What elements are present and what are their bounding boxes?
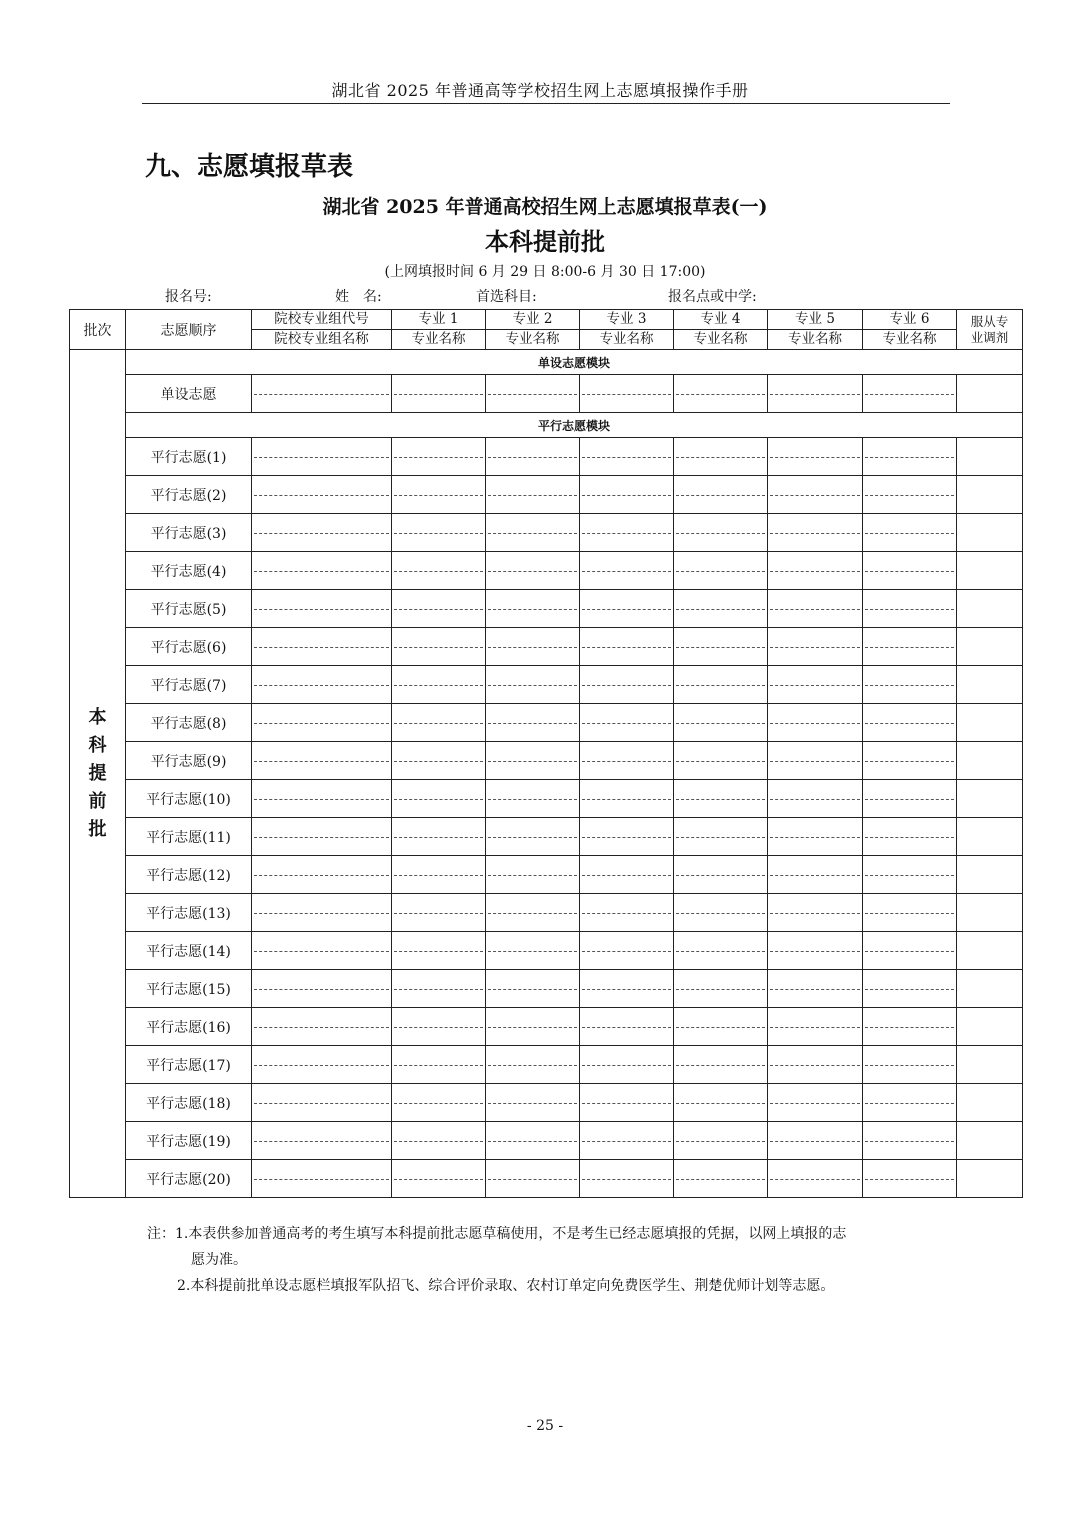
parallel-group-field[interactable] [252, 1084, 392, 1122]
parallel-major-5-field[interactable] [768, 780, 863, 818]
parallel-choice-row [70, 780, 1023, 818]
parallel-choice-row [70, 742, 1023, 780]
parallel-major-4-field[interactable] [674, 514, 768, 552]
parallel-choice-row [70, 1122, 1023, 1160]
parallel-major-4-field[interactable] [674, 818, 768, 856]
parallel-choice-row [70, 476, 1023, 514]
name-label: 姓 名: [335, 289, 382, 305]
batch-char: 科 [88, 734, 107, 756]
header-rule [142, 103, 950, 104]
parallel-group-field[interactable] [252, 1046, 392, 1084]
batch-char: 前 [88, 790, 107, 812]
parallel-major-4-field[interactable] [674, 666, 768, 704]
col-major-1-header [392, 310, 486, 350]
parallel-major-1-field[interactable] [392, 514, 486, 552]
parallel-major-6-field[interactable] [863, 970, 957, 1008]
parallel-major-3-field[interactable] [580, 552, 674, 590]
parallel-adjust-field[interactable] [957, 552, 1023, 590]
parallel-major-5-field[interactable] [768, 1008, 863, 1046]
adjust-label-line2: 业调剂 [970, 329, 1009, 345]
parallel-group-field[interactable] [252, 856, 392, 894]
parallel-choice-label: 平行志愿(6) [126, 628, 252, 666]
parallel-choice-row [70, 1046, 1023, 1084]
parallel-major-5-field[interactable] [768, 818, 863, 856]
batch-name-cell [70, 350, 126, 1198]
parallel-major-2-field[interactable] [486, 1046, 580, 1084]
parallel-choice-label: 平行志愿(1) [126, 438, 252, 476]
parallel-major-1-field[interactable] [392, 628, 486, 666]
parallel-group-field[interactable] [252, 970, 392, 1008]
parallel-major-3-field[interactable] [580, 818, 674, 856]
parallel-major-2-field[interactable] [486, 590, 580, 628]
parallel-adjust-field[interactable] [957, 514, 1023, 552]
single-adjust-field[interactable] [957, 375, 1023, 413]
parallel-major-6-field[interactable] [863, 894, 957, 932]
parallel-major-1-field[interactable] [392, 780, 486, 818]
parallel-adjust-field[interactable] [957, 1160, 1023, 1198]
parallel-major-5-field[interactable] [768, 932, 863, 970]
parallel-adjust-field[interactable] [957, 476, 1023, 514]
col-major-6-header [863, 310, 957, 350]
parallel-major-4-field[interactable] [674, 1122, 768, 1160]
parallel-major-4-field[interactable] [674, 590, 768, 628]
parallel-choice-row [70, 856, 1023, 894]
parallel-group-field[interactable] [252, 932, 392, 970]
col-group-code-label: 院校专业组代号 [252, 310, 391, 330]
parallel-choice-label: 平行志愿(12) [126, 856, 252, 894]
parallel-major-3-field[interactable] [580, 1122, 674, 1160]
parallel-major-4-field[interactable] [674, 856, 768, 894]
parallel-major-3-field[interactable] [580, 856, 674, 894]
col-batch-header: 批次 [70, 310, 126, 350]
parallel-major-1-field[interactable] [392, 932, 486, 970]
parallel-major-1-field[interactable] [392, 742, 486, 780]
parallel-major-3-field[interactable] [580, 666, 674, 704]
parallel-major-6-field[interactable] [863, 590, 957, 628]
parallel-major-2-field[interactable] [486, 780, 580, 818]
parallel-major-6-field[interactable] [863, 1160, 957, 1198]
parallel-major-5-field[interactable] [768, 628, 863, 666]
parallel-major-4-field[interactable] [674, 1008, 768, 1046]
parallel-major-2-field[interactable] [486, 1008, 580, 1046]
major-5-label: 专业 5 [768, 310, 862, 330]
parallel-group-field[interactable] [252, 1008, 392, 1046]
major-2-sub-label: 专业名称 [505, 330, 560, 347]
single-major-1-field[interactable] [392, 375, 486, 413]
parallel-group-field[interactable] [252, 1160, 392, 1198]
batch-title: 本科提前批 [485, 228, 605, 256]
note-1-line-1: 注：1.本表供参加普通高考的考生填写本科提前批志愿草稿使用，不是考生已经志愿填报的凭据，以网上填报的志 [147, 1226, 847, 1242]
major-4-sub-label: 专业名称 [693, 330, 748, 347]
parallel-group-field[interactable] [252, 818, 392, 856]
parallel-adjust-field[interactable] [957, 818, 1023, 856]
parallel-major-5-field[interactable] [768, 438, 863, 476]
parallel-major-6-field[interactable] [863, 666, 957, 704]
parallel-major-5-field[interactable] [768, 1122, 863, 1160]
parallel-group-field[interactable] [252, 590, 392, 628]
col-group-name-label: 院校专业组名称 [274, 330, 369, 347]
parallel-group-field[interactable] [252, 476, 392, 514]
single-module-row [70, 350, 1023, 375]
adjust-label-line1: 服从专 [970, 313, 1009, 329]
parallel-adjust-field[interactable] [957, 780, 1023, 818]
parallel-major-6-field[interactable] [863, 476, 957, 514]
parallel-major-5-field[interactable] [768, 704, 863, 742]
parallel-major-6-field[interactable] [863, 704, 957, 742]
parallel-group-field[interactable] [252, 704, 392, 742]
parallel-adjust-field[interactable] [957, 666, 1023, 704]
batch-name-vertical [70, 704, 125, 844]
major-6-label: 专业 6 [863, 310, 956, 330]
parallel-major-2-field[interactable] [486, 438, 580, 476]
major-1-label: 专业 1 [392, 310, 485, 330]
parallel-major-4-field[interactable] [674, 970, 768, 1008]
parallel-major-4-field[interactable] [674, 742, 768, 780]
parallel-major-5-field[interactable] [768, 666, 863, 704]
parallel-module-row [70, 413, 1023, 438]
parallel-major-5-field[interactable] [768, 514, 863, 552]
parallel-major-4-field[interactable] [674, 1046, 768, 1084]
parallel-major-5-field[interactable] [768, 856, 863, 894]
parallel-major-6-field[interactable] [863, 932, 957, 970]
reg-no-label: 报名号: [165, 289, 212, 305]
parallel-adjust-field[interactable] [957, 894, 1023, 932]
parallel-choice-label: 平行志愿(9) [126, 742, 252, 780]
filing-time-note: (上网填报时间 6 月 29 日 8:00-6 月 30 日 17:00) [384, 264, 706, 280]
section-title: 九、志愿填报草表 [145, 152, 354, 182]
single-choice-row [70, 375, 1023, 413]
parallel-major-5-field[interactable] [768, 742, 863, 780]
parallel-major-6-field[interactable] [863, 780, 957, 818]
parallel-major-5-field[interactable] [768, 590, 863, 628]
parallel-major-2-field[interactable] [486, 932, 580, 970]
parallel-choice-label: 平行志愿(20) [126, 1160, 252, 1198]
parallel-major-1-field[interactable] [392, 894, 486, 932]
running-header: 湖北省 2025 年普通高等学校招生网上志愿填报操作手册 [331, 81, 749, 100]
parallel-major-1-field[interactable] [392, 590, 486, 628]
parallel-major-2-field[interactable] [486, 514, 580, 552]
single-choice-label: 单设志愿 [126, 375, 252, 413]
parallel-group-field[interactable] [252, 666, 392, 704]
parallel-choice-label: 平行志愿(18) [126, 1084, 252, 1122]
parallel-group-field[interactable] [252, 552, 392, 590]
parallel-major-5-field[interactable] [768, 476, 863, 514]
parallel-adjust-field[interactable] [957, 1122, 1023, 1160]
parallel-major-2-field[interactable] [486, 666, 580, 704]
col-major-5-header [768, 310, 863, 350]
parallel-adjust-field[interactable] [957, 970, 1023, 1008]
parallel-adjust-field[interactable] [957, 856, 1023, 894]
parallel-major-4-field[interactable] [674, 552, 768, 590]
major-4-label: 专业 4 [674, 310, 767, 330]
major-6-sub-label: 专业名称 [882, 330, 937, 347]
parallel-major-1-field[interactable] [392, 1160, 486, 1198]
parallel-choice-row [70, 552, 1023, 590]
parallel-major-5-field[interactable] [768, 552, 863, 590]
parallel-major-3-field[interactable] [580, 704, 674, 742]
parallel-major-6-field[interactable] [863, 628, 957, 666]
parallel-adjust-field[interactable] [957, 742, 1023, 780]
parallel-group-field[interactable] [252, 628, 392, 666]
parallel-choice-row [70, 1160, 1023, 1198]
parallel-choice-row [70, 932, 1023, 970]
parallel-major-1-field[interactable] [392, 704, 486, 742]
parallel-major-6-field[interactable] [863, 438, 957, 476]
parallel-major-2-field[interactable] [486, 1160, 580, 1198]
parallel-major-2-field[interactable] [486, 476, 580, 514]
col-major-2-header [486, 310, 580, 350]
major-1-sub-label: 专业名称 [411, 330, 466, 347]
parallel-major-4-field[interactable] [674, 438, 768, 476]
parallel-major-3-field[interactable] [580, 1008, 674, 1046]
parallel-major-1-field[interactable] [392, 666, 486, 704]
parallel-group-field[interactable] [252, 1122, 392, 1160]
parallel-major-1-field[interactable] [392, 1046, 486, 1084]
parallel-adjust-field[interactable] [957, 590, 1023, 628]
parallel-major-4-field[interactable] [674, 628, 768, 666]
major-5-sub-label: 专业名称 [788, 330, 842, 347]
parallel-choice-row [70, 818, 1023, 856]
parallel-adjust-field[interactable] [957, 932, 1023, 970]
parallel-group-field[interactable] [252, 742, 392, 780]
single-major-3-field[interactable] [580, 375, 674, 413]
parallel-major-6-field[interactable] [863, 552, 957, 590]
parallel-choice-label: 平行志愿(8) [126, 704, 252, 742]
parallel-major-5-field[interactable] [768, 970, 863, 1008]
parallel-major-4-field[interactable] [674, 704, 768, 742]
note-1-line-2: 愿为准。 [191, 1252, 247, 1268]
form-title: 湖北省 2025 年普通高校招生网上志愿填报草表(一) [322, 196, 768, 218]
parallel-major-2-field[interactable] [486, 552, 580, 590]
parallel-choice-row [70, 704, 1023, 742]
col-major-4-header [674, 310, 768, 350]
parallel-choice-label: 平行志愿(4) [126, 552, 252, 590]
single-major-4-field[interactable] [674, 375, 768, 413]
header-row [70, 310, 1023, 350]
parallel-major-4-field[interactable] [674, 476, 768, 514]
parallel-choice-label: 平行志愿(7) [126, 666, 252, 704]
parallel-major-6-field[interactable] [863, 1122, 957, 1160]
school-label: 报名点或中学: [668, 289, 757, 305]
parallel-choice-row [70, 1008, 1023, 1046]
parallel-choice-row [70, 438, 1023, 476]
parallel-major-6-field[interactable] [863, 818, 957, 856]
parallel-major-4-field[interactable] [674, 894, 768, 932]
single-group-field[interactable] [252, 375, 392, 413]
single-major-5-field[interactable] [768, 375, 863, 413]
parallel-choice-row [70, 590, 1023, 628]
parallel-major-3-field[interactable] [580, 1160, 674, 1198]
parallel-choice-label: 平行志愿(5) [126, 590, 252, 628]
parallel-choice-row [70, 970, 1023, 1008]
parallel-major-2-field[interactable] [486, 894, 580, 932]
parallel-choice-label: 平行志愿(14) [126, 932, 252, 970]
notes [147, 1221, 967, 1299]
parallel-adjust-field[interactable] [957, 438, 1023, 476]
parallel-major-3-field[interactable] [580, 742, 674, 780]
parallel-group-field[interactable] [252, 894, 392, 932]
parallel-major-3-field[interactable] [580, 438, 674, 476]
single-major-2-field[interactable] [486, 375, 580, 413]
parallel-major-6-field[interactable] [863, 1046, 957, 1084]
parallel-major-3-field[interactable] [580, 590, 674, 628]
parallel-major-2-field[interactable] [486, 628, 580, 666]
note-2: 2.本科提前批单设志愿栏填报军队招飞、综合评价录取、农村订单定向免费医学生、荆楚优师计划等志愿。 [177, 1278, 835, 1294]
parallel-major-4-field[interactable] [674, 932, 768, 970]
batch-char: 提 [88, 762, 107, 784]
major-2-label: 专业 2 [486, 310, 579, 330]
parallel-major-4-field[interactable] [674, 1084, 768, 1122]
parallel-major-1-field[interactable] [392, 1084, 486, 1122]
parallel-major-2-field[interactable] [486, 742, 580, 780]
parallel-major-3-field[interactable] [580, 780, 674, 818]
parallel-adjust-field[interactable] [957, 704, 1023, 742]
parallel-choice-row [70, 666, 1023, 704]
parallel-major-3-field[interactable] [580, 514, 674, 552]
parallel-major-2-field[interactable] [486, 970, 580, 1008]
parallel-choice-row [70, 894, 1023, 932]
parallel-group-field[interactable] [252, 780, 392, 818]
parallel-major-1-field[interactable] [392, 476, 486, 514]
first-subject-label: 首选科目: [476, 289, 537, 305]
parallel-choice-label: 平行志愿(16) [126, 1008, 252, 1046]
col-adjust-header [957, 310, 1023, 350]
parallel-group-field[interactable] [252, 514, 392, 552]
parallel-adjust-field[interactable] [957, 1008, 1023, 1046]
parallel-major-1-field[interactable] [392, 970, 486, 1008]
parallel-major-6-field[interactable] [863, 742, 957, 780]
page-number: - 25 - [526, 1418, 564, 1434]
parallel-major-6-field[interactable] [863, 856, 957, 894]
parallel-adjust-field[interactable] [957, 628, 1023, 666]
parallel-adjust-field[interactable] [957, 1084, 1023, 1122]
parallel-major-1-field[interactable] [392, 552, 486, 590]
parallel-major-3-field[interactable] [580, 970, 674, 1008]
parallel-major-1-field[interactable] [392, 1122, 486, 1160]
batch-char: 本 [88, 706, 107, 728]
col-major-3-header [580, 310, 674, 350]
parallel-major-1-field[interactable] [392, 1008, 486, 1046]
parallel-major-1-field[interactable] [392, 438, 486, 476]
col-group-header [252, 310, 392, 350]
parallel-major-2-field[interactable] [486, 818, 580, 856]
parallel-choice-label: 平行志愿(11) [126, 818, 252, 856]
parallel-major-3-field[interactable] [580, 628, 674, 666]
parallel-major-5-field[interactable] [768, 1046, 863, 1084]
major-3-sub-label: 专业名称 [599, 330, 654, 347]
parallel-major-3-field[interactable] [580, 476, 674, 514]
draft-form-table [69, 309, 1023, 1198]
parallel-major-3-field[interactable] [580, 894, 674, 932]
parallel-choice-label: 平行志愿(19) [126, 1122, 252, 1160]
major-3-label: 专业 3 [580, 310, 673, 330]
parallel-major-5-field[interactable] [768, 894, 863, 932]
parallel-major-1-field[interactable] [392, 856, 486, 894]
parallel-choice-row [70, 514, 1023, 552]
parallel-major-3-field[interactable] [580, 1084, 674, 1122]
parallel-module-title: 平行志愿模块 [126, 413, 1023, 438]
parallel-adjust-field[interactable] [957, 1046, 1023, 1084]
parallel-choice-label: 平行志愿(2) [126, 476, 252, 514]
parallel-major-6-field[interactable] [863, 1084, 957, 1122]
parallel-major-5-field[interactable] [768, 1084, 863, 1122]
parallel-major-4-field[interactable] [674, 780, 768, 818]
parallel-group-field[interactable] [252, 438, 392, 476]
parallel-major-2-field[interactable] [486, 1084, 580, 1122]
parallel-choice-label: 平行志愿(10) [126, 780, 252, 818]
parallel-choice-label: 平行志愿(3) [126, 514, 252, 552]
parallel-major-3-field[interactable] [580, 932, 674, 970]
parallel-major-2-field[interactable] [486, 1122, 580, 1160]
single-major-6-field[interactable] [863, 375, 957, 413]
parallel-major-2-field[interactable] [486, 704, 580, 742]
parallel-major-3-field[interactable] [580, 1046, 674, 1084]
col-order-header: 志愿顺序 [126, 310, 252, 350]
single-module-title: 单设志愿模块 [126, 350, 1023, 375]
parallel-choice-label: 平行志愿(15) [126, 970, 252, 1008]
parallel-choice-row [70, 628, 1023, 666]
parallel-choice-label: 平行志愿(13) [126, 894, 252, 932]
parallel-choice-row [70, 1084, 1023, 1122]
parallel-choice-label: 平行志愿(17) [126, 1046, 252, 1084]
batch-char: 批 [88, 818, 107, 840]
parallel-major-6-field[interactable] [863, 514, 957, 552]
parallel-major-5-field[interactable] [768, 1160, 863, 1198]
parallel-major-2-field[interactable] [486, 856, 580, 894]
parallel-major-1-field[interactable] [392, 818, 486, 856]
parallel-major-6-field[interactable] [863, 1008, 957, 1046]
parallel-major-4-field[interactable] [674, 1160, 768, 1198]
